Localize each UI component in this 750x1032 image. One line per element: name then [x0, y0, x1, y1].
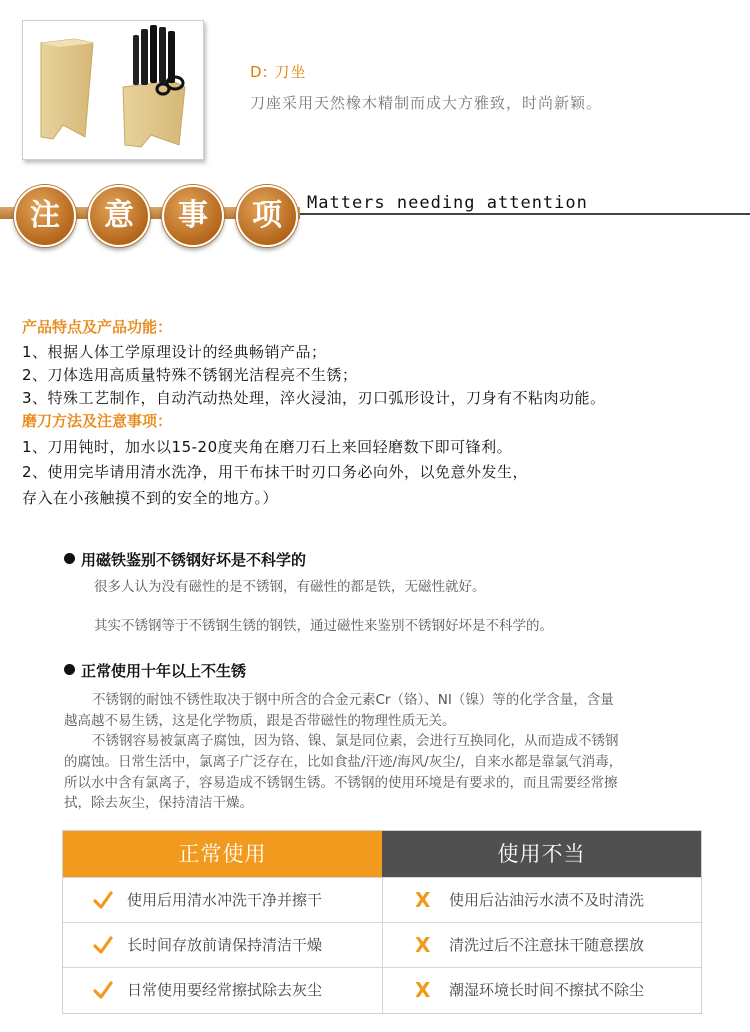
cross-icon: X [415, 933, 431, 957]
banner-english-title: Matters needing attention [307, 193, 588, 213]
feature-item: 3、特殊工艺制作，自动汽动热处理，淬火浸油，刃口弧形设计，刀身有不粘肉功能。 [22, 389, 606, 407]
rust-paragraph-line: 拭，除去灰尘，保持清洁干燥。 [64, 795, 253, 811]
rust-paragraph-line: 的腐蚀。日常生活中，氯离子广泛存在，比如食盐/汗迹/海风/灰尘/，自来水都是靠氯气消毒， [64, 754, 623, 770]
sharpening-item: 2、使用完毕请用清水洗净，用干布抹干时刃口务必向外，以免意外发生， [22, 463, 529, 481]
product-image [22, 20, 204, 160]
feature-item: 2、刀体选用高质量特殊不锈钢光洁程亮不生锈； [22, 366, 358, 384]
column-divider [382, 877, 383, 1013]
product-title: D: 刀坐 [250, 63, 307, 81]
rust-paragraph-line: 不锈钢的耐蚀不锈性取决于钢中所含的合金元素Cr（铬）、NI（镍）等的化学含量，含量 [92, 692, 614, 708]
cross-icon: X [415, 978, 431, 1002]
proper-use-header: 正常使用 [63, 831, 382, 877]
feature-item: 1、根据人体工学原理设计的经典畅销产品； [22, 343, 327, 361]
sharpening-heading: 磨刀方法及注意事项： [22, 412, 173, 430]
sharpening-item: 1、刀用钝时，加水以15-20度夹角在磨刀石上来回轻磨数下即可锋利。 [22, 438, 513, 456]
magnet-heading: 用磁铁鉴别不锈钢好坏是不科学的 [64, 549, 306, 570]
sharpening-item: 存入在小孩触摸不到的安全的地方。） [22, 489, 279, 507]
features-heading: 产品特点及产品功能： [22, 318, 173, 336]
bullet-dot-icon [64, 664, 75, 675]
usage-table [62, 830, 702, 1014]
improper-use-cell: 使用后沾油污水渍不及时清洗 [449, 891, 645, 909]
improper-use-header: 使用不当 [382, 831, 701, 877]
check-icon [93, 935, 113, 955]
banner-char-circle: 项 [236, 185, 298, 247]
rust-paragraph-line: 越高越不易生锈，这是化学物质，跟是否带磁性的物理性质无关。 [64, 713, 456, 729]
banner-char-circle: 意 [88, 185, 150, 247]
check-icon [93, 890, 113, 910]
rust-paragraph-line: 所以水中含有氯离子，容易造成不锈钢生锈。不锈钢的使用环境是有要求的，而且需要经常擦 [64, 775, 618, 791]
banner-line [300, 213, 750, 215]
proper-use-cell: 使用后用清水冲洗干净并擦干 [127, 891, 323, 909]
banner-char-circle: 事 [162, 185, 224, 247]
rust-heading: 正常使用十年以上不生锈 [64, 660, 246, 681]
rust-paragraph-line: 不锈钢容易被氯离子腐蚀，因为铬、镍、氯是同位素，会进行互换同化，从而造成不锈钢 [92, 733, 619, 749]
proper-use-cell: 日常使用要经常擦拭除去灰尘 [127, 981, 323, 999]
product-description: 刀座采用天然橡木精制而成大方雅致，时尚新颖。 [250, 94, 603, 112]
check-icon [93, 980, 113, 1000]
cross-icon: X [415, 888, 431, 912]
attention-banner [0, 185, 750, 255]
magnet-paragraph: 很多人认为没有磁性的是不锈钢，有磁性的都是铁，无磁性就好。 [94, 579, 486, 595]
banner-char-circle: 注 [14, 185, 76, 247]
improper-use-cell: 潮湿环境长时间不擦拭不除尘 [449, 981, 645, 999]
magnet-paragraph: 其实不锈钢等于不锈钢生锈的钢铁，通过磁性来鉴别不锈钢好坏是不科学的。 [94, 618, 553, 634]
proper-use-cell: 长时间存放前请保持清洁干燥 [127, 936, 323, 954]
knife-block-illustration [23, 21, 203, 159]
bullet-dot-icon [64, 553, 75, 564]
improper-use-cell: 清洗过后不注意抹干随意摆放 [449, 936, 645, 954]
